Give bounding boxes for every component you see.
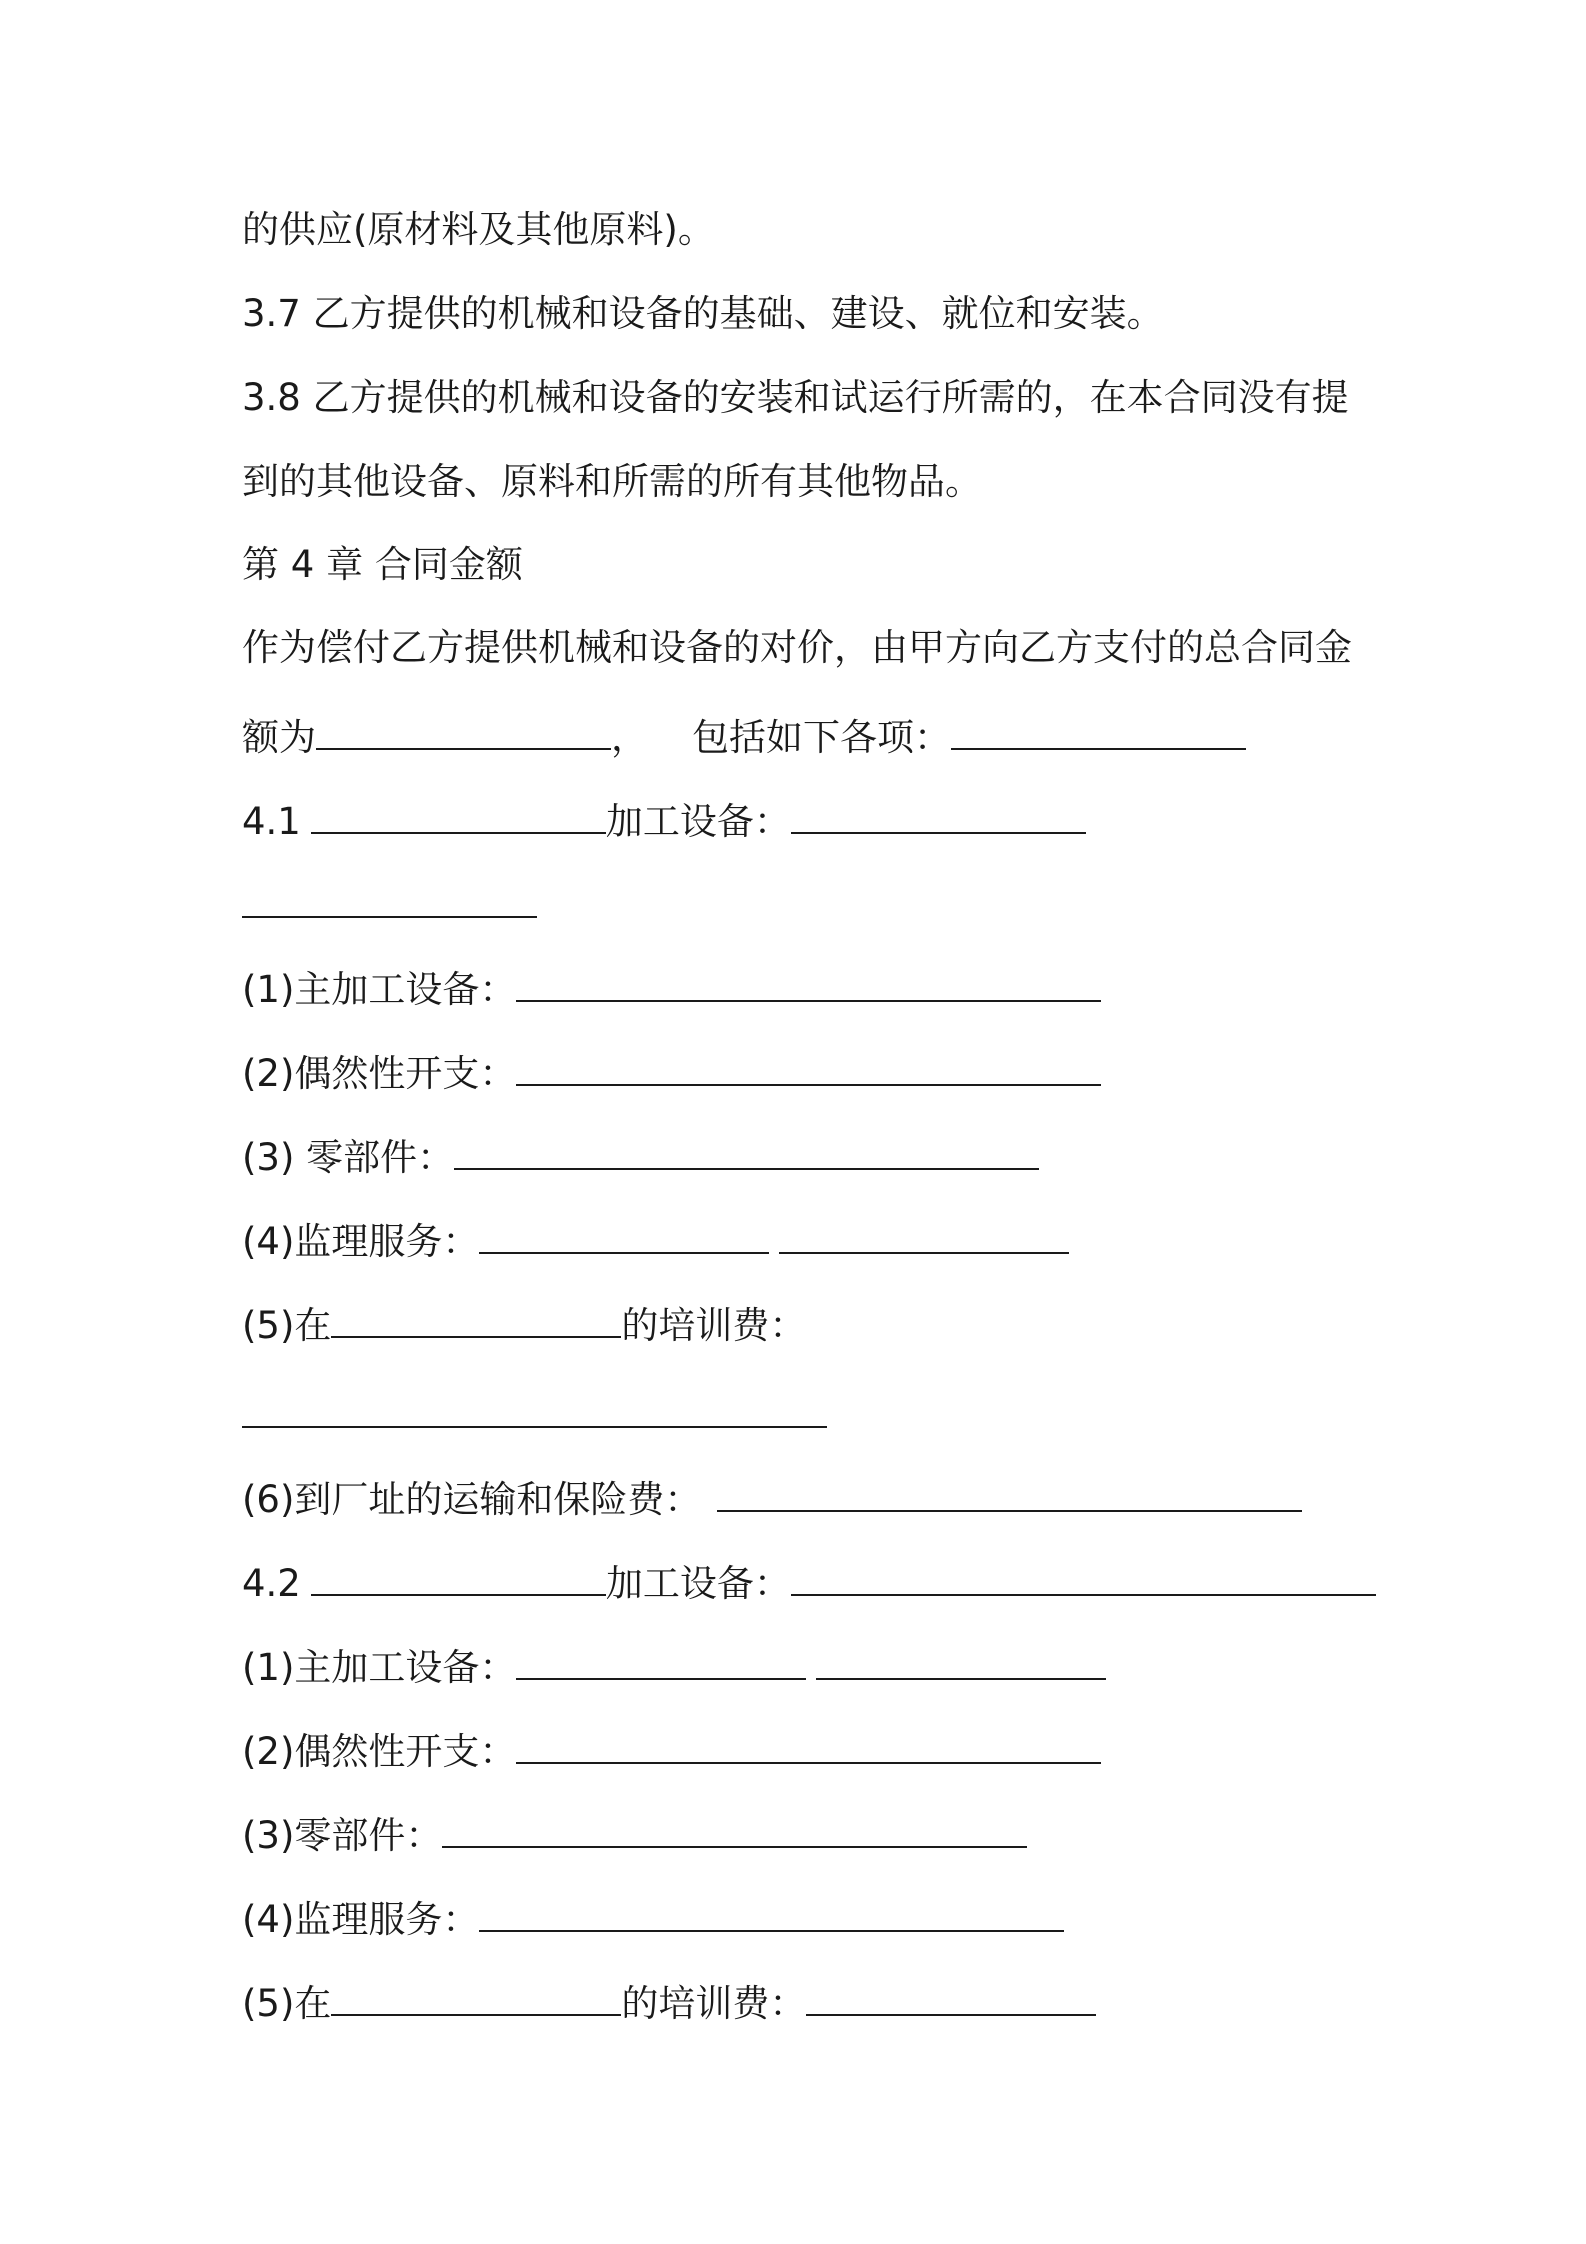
item-blank	[479, 1896, 1064, 1932]
section-4-1-amount-blank-continued	[242, 882, 537, 918]
item-blank	[516, 1728, 1101, 1764]
clause-3-8-continuation: 到的其他设备、原料和所需的所有其他物品。	[242, 460, 982, 503]
clause-3-8: 3.8 乙方提供的机械和设备的安装和试运行所需的，在本合同没有提	[242, 376, 1349, 419]
section-4-2	[242, 1560, 1376, 1608]
item-blank	[779, 1218, 1069, 1254]
item-4-1-4	[242, 1218, 1069, 1266]
item-label: (2)偶然性开支：	[242, 1052, 517, 1095]
item-blank	[454, 1134, 1039, 1170]
item-blank	[717, 1476, 1302, 1512]
item-4-2-1	[242, 1644, 1106, 1692]
item-blank	[806, 1980, 1096, 2016]
item-label: (5)在	[242, 1304, 332, 1347]
total-amount-blank	[316, 714, 611, 750]
contract-amount-paragraph: 作为偿付乙方提供机械和设备的对价，由甲方向乙方支付的总合同金	[242, 626, 1352, 669]
comma: ，	[611, 716, 648, 759]
section-4-1-continuation	[242, 882, 537, 930]
item-4-2-3	[242, 1812, 1027, 1860]
item-blank	[816, 1644, 1106, 1680]
location-blank	[331, 1302, 621, 1338]
item-4-1-3	[242, 1134, 1039, 1182]
item-4-2-2	[242, 1728, 1101, 1776]
item-4-1-5-continuation	[242, 1392, 827, 1440]
item-4-1-6	[242, 1476, 1302, 1524]
item-label-suffix: 的培训费：	[621, 1982, 807, 2025]
item-4-1-2	[242, 1050, 1101, 1098]
clause-3-6-continuation: 的供应(原材料及其他原料)。	[242, 208, 715, 251]
item-label-suffix: 的培训费：	[621, 1304, 807, 1347]
item-label: (5)在	[242, 1982, 332, 2025]
items-label: 包括如下各项：	[692, 716, 951, 759]
items-blank	[951, 714, 1246, 750]
item-4-2-5	[242, 1980, 1096, 2028]
section-4-2-number: 4.2	[242, 1562, 301, 1605]
location-blank	[331, 1980, 621, 2016]
item-label: (4)监理服务：	[242, 1220, 480, 1263]
item-blank	[442, 1812, 1027, 1848]
item-label: (1)主加工设备：	[242, 968, 517, 1011]
item-blank	[479, 1218, 769, 1254]
total-amount-line	[242, 714, 1246, 762]
item-label: (3) 零部件：	[242, 1136, 455, 1179]
clause-3-7: 3.7 乙方提供的机械和设备的基础、建设、就位和安装。	[242, 292, 1164, 335]
item-label: (4)监理服务：	[242, 1898, 480, 1941]
total-amount-label: 额为	[242, 716, 316, 759]
section-4-2-name-blank	[311, 1560, 606, 1596]
section-4-2-label: 加工设备：	[605, 1562, 791, 1605]
section-4-2-amount-blank	[791, 1560, 1376, 1596]
item-4-1-5	[242, 1302, 806, 1350]
section-4-1-amount-blank	[791, 798, 1086, 834]
item-4-1-1	[242, 966, 1101, 1014]
item-label: (6)到厂址的运输和保险费：	[242, 1478, 702, 1521]
chapter-4-heading: 第 4 章 合同金额	[242, 543, 523, 586]
section-4-1-label: 加工设备：	[605, 800, 791, 843]
item-label: (3)零部件：	[242, 1814, 443, 1857]
item-blank	[242, 1392, 827, 1428]
section-4-1	[242, 798, 1086, 846]
item-4-2-4	[242, 1896, 1064, 1944]
item-label: (1)主加工设备：	[242, 1646, 517, 1689]
item-blank	[516, 1644, 806, 1680]
item-label: (2)偶然性开支：	[242, 1730, 517, 1773]
section-4-1-name-blank	[311, 798, 606, 834]
item-blank	[516, 1050, 1101, 1086]
item-blank	[516, 966, 1101, 1002]
section-4-1-number: 4.1	[242, 800, 301, 843]
